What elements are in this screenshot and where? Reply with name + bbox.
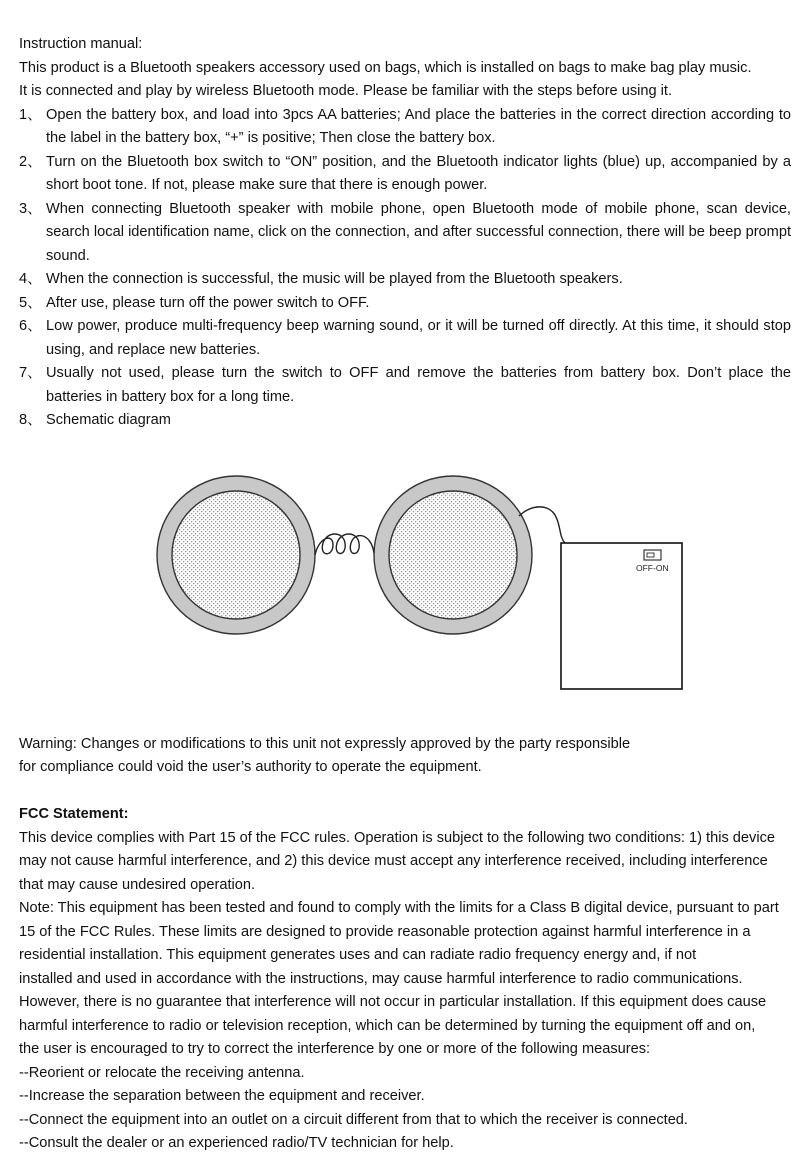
- intro-line-2: It is connected and play by wireless Bluetooth mode. Please be familiar with the steps before using it.: [19, 83, 673, 99]
- fcc-measure: --Connect the equipment into an outlet on a circuit different from that to which the receiver is connected.: [19, 1111, 688, 1128]
- step-7: [19, 362, 791, 409]
- manual-title: Instruction manual:: [19, 36, 143, 52]
- step-number: 8、: [19, 412, 42, 428]
- step-4: [19, 268, 791, 292]
- manual-page: [19, 33, 791, 1156]
- step-text: When the connection is successful, the music will be played from the Bluetooth speakers.: [46, 271, 623, 287]
- step-number: 1、: [19, 106, 42, 123]
- step-6: [19, 315, 791, 362]
- step-text: Turn on the Bluetooth box switch to “ON” position, and the Bluetooth indicator lights (blue) up, accompanied by a short boot tone. If not, please make sure that there is enough power.: [46, 153, 791, 193]
- step-text: Low power, produce multi-frequency beep warning sound, or it will be turned off directly. At this time, it should stop using, and replace new batteries.: [46, 318, 791, 358]
- step-5: [19, 292, 791, 316]
- fcc-measure: --Consult the dealer or an experienced radio/TV technician for help.: [19, 1135, 454, 1151]
- left-speaker: [157, 476, 315, 634]
- step-text: Usually not used, please turn the switch to OFF and remove the batteries from battery box. Don’t place the batteries in battery box for a long time.: [46, 365, 791, 405]
- step-text: After use, please turn off the power switch to OFF.: [46, 294, 370, 311]
- fcc-title: FCC Statement:: [19, 806, 129, 822]
- step-3: [19, 198, 791, 269]
- step-number: 2、: [19, 153, 42, 170]
- step-number: 4、: [19, 271, 42, 287]
- fcc-paragraph-1: This device complies with Part 15 of the FCC rules. Operation is subject to the following two conditions: 1) this device may not cause harmful interference, and 2) this device must accept any interference received, including interference that may cause undesired operation.: [19, 829, 775, 893]
- step-text: Open the battery box, and load into 3pcs AA batteries; And place the batteries in the correct direction according to the label in the battery box, “+” is positive; Then close the battery box.: [46, 106, 791, 146]
- fcc-note-line: However, there is no guarantee that interference will not occur in particular installation. If this equipment does cause: [19, 994, 767, 1010]
- fcc-note-line: Note: This equipment has been tested and found to comply with the limits for a Class B digital device, pursuant to part: [19, 900, 779, 916]
- fcc-note-line: 15 of the FCC Rules. These limits are designed to provide reasonable protection against harmful interference in a: [19, 923, 751, 940]
- step-number: 6、: [19, 318, 42, 334]
- right-speaker: [374, 476, 532, 634]
- warning-line-2: for compliance could void the user’s authority to operate the equipment.: [19, 759, 482, 775]
- step-number: 7、: [19, 365, 42, 381]
- fcc-measure: --Reorient or relocate the receiving antenna.: [19, 1064, 305, 1081]
- coiled-cable: [315, 534, 374, 555]
- step-number: 3、: [19, 200, 42, 217]
- fcc-note-line: residential installation. This equipment generates uses and can radiate radio frequency energy and, if not: [19, 947, 697, 963]
- step-text: When connecting Bluetooth speaker with mobile phone, open Bluetooth mode of mobile phone, scan device, search local identification name, click on the connection, and after successful connection, there will be beep prompt sound.: [46, 200, 791, 264]
- step-8: [19, 409, 791, 433]
- step-number: 5、: [19, 294, 42, 311]
- fcc-note-line: the user is encouraged to try to correct the interference by one or more of the following measures:: [19, 1041, 651, 1057]
- fcc-measure: --Increase the separation between the equipment and receiver.: [19, 1088, 425, 1104]
- switch-label: OFF-ON: [636, 562, 669, 573]
- intro-line-1: This product is a Bluetooth speakers accessory used on bags, which is installed on bags to make bag play music.: [19, 59, 752, 76]
- schematic-diagram: [19, 433, 791, 733]
- warning-line-1: Warning: Changes or modifications to this unit not expressly approved by the party responsible: [19, 735, 631, 752]
- step-2: [19, 151, 791, 198]
- fcc-note-line: harmful interference to radio or television reception, which can be determined by turning the equipment off and on,: [19, 1017, 756, 1034]
- step-text: Schematic diagram: [46, 412, 171, 428]
- schematic-svg: [19, 433, 791, 733]
- fcc-note-line: installed and used in accordance with the instructions, may cause harmful interference to radio communications.: [19, 970, 743, 987]
- step-1: [19, 104, 791, 151]
